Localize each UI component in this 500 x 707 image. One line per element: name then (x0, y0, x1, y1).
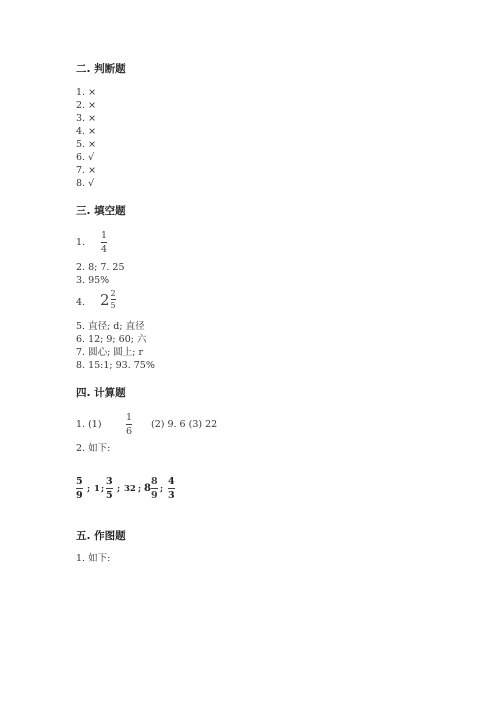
list-item: 6. √ (76, 152, 95, 163)
list-item: 3. × (76, 113, 97, 124)
fill-q1-label: 1. (76, 237, 86, 248)
calc-q1-fraction (126, 412, 132, 437)
fraction-bar (111, 299, 116, 300)
list-item: 1. × (76, 87, 97, 98)
fraction-numerator: 5 (76, 476, 83, 487)
fill-q6: 6. 12; 9; 60; 六 (76, 334, 147, 345)
fraction-bar (151, 488, 158, 489)
fraction-numerator: 3 (106, 476, 113, 487)
fraction-numerator: 8 (150, 476, 158, 487)
calc-q2: 2. 如下: (76, 443, 111, 454)
fraction-numerator: 1 (101, 230, 108, 241)
calc-q1-rest: (2) 9. 6 (3) 22 (151, 419, 218, 430)
list-item: 2. × (76, 100, 97, 111)
fill-q2: 2. 8; 7. 25 (76, 262, 125, 273)
mixed-fraction (151, 476, 158, 501)
answer-separator: ; (160, 484, 164, 494)
fraction-denominator: 4 (101, 244, 108, 255)
answer-value-2: 1 (94, 484, 100, 494)
answer-value-4: 32 (124, 484, 136, 494)
list-item: 4. × (76, 126, 97, 137)
fraction-denominator: 6 (126, 426, 133, 437)
list-item: 5. × (76, 139, 97, 150)
fraction-denominator: 9 (76, 490, 83, 501)
list-item: 7. × (76, 165, 97, 176)
fraction-bar (126, 424, 132, 425)
fraction-numerator: 1 (126, 412, 133, 423)
answer-fraction-1 (76, 476, 83, 501)
fill-q8: 8. 15:1; 93. 75% (76, 360, 155, 371)
fill-q1-fraction (101, 230, 107, 255)
fill-q5: 5. 直径; d; 直径 (76, 321, 145, 332)
list-item: 8. √ (76, 178, 95, 189)
fraction-bar (168, 488, 175, 489)
fill-q7: 7. 圆心; 圆上; r (76, 347, 144, 358)
fraction-bar (76, 488, 83, 489)
section-5-title: 五. 作图题 (76, 530, 126, 542)
fraction-numerator: 4 (168, 476, 175, 487)
fraction-denominator: 5 (106, 490, 113, 501)
fill-q4-label: 4. (76, 297, 86, 308)
fraction-denominator: 9 (150, 490, 158, 501)
fraction-bar (106, 488, 113, 489)
mixed-whole: 8 (144, 483, 151, 494)
answer-separator: ; (138, 484, 142, 494)
fraction-denominator: 3 (168, 490, 175, 501)
answer-separator: ; (117, 484, 121, 494)
answer-mixed-5 (144, 476, 158, 501)
section-2-title: 二. 判断题 (76, 63, 126, 75)
answer-fraction-6 (168, 476, 175, 501)
answer-separator: ; (87, 484, 91, 494)
fraction-denominator: 5 (110, 301, 116, 310)
drawing-q1: 1. 如下: (76, 553, 111, 564)
mixed-fraction (111, 289, 116, 310)
calc-q1-label: 1. (1) (76, 419, 102, 430)
section-3-title: 三. 填空题 (76, 205, 126, 217)
answer-fraction-3 (106, 476, 113, 501)
fraction-bar (101, 242, 107, 243)
answer-separator: ; (101, 484, 105, 494)
mixed-whole: 2 (100, 290, 110, 309)
fill-q3: 3. 95% (76, 275, 110, 286)
fill-q4-mixed-number (100, 289, 116, 310)
fraction-numerator: 2 (110, 289, 116, 298)
section-4-title: 四. 计算题 (76, 387, 126, 399)
